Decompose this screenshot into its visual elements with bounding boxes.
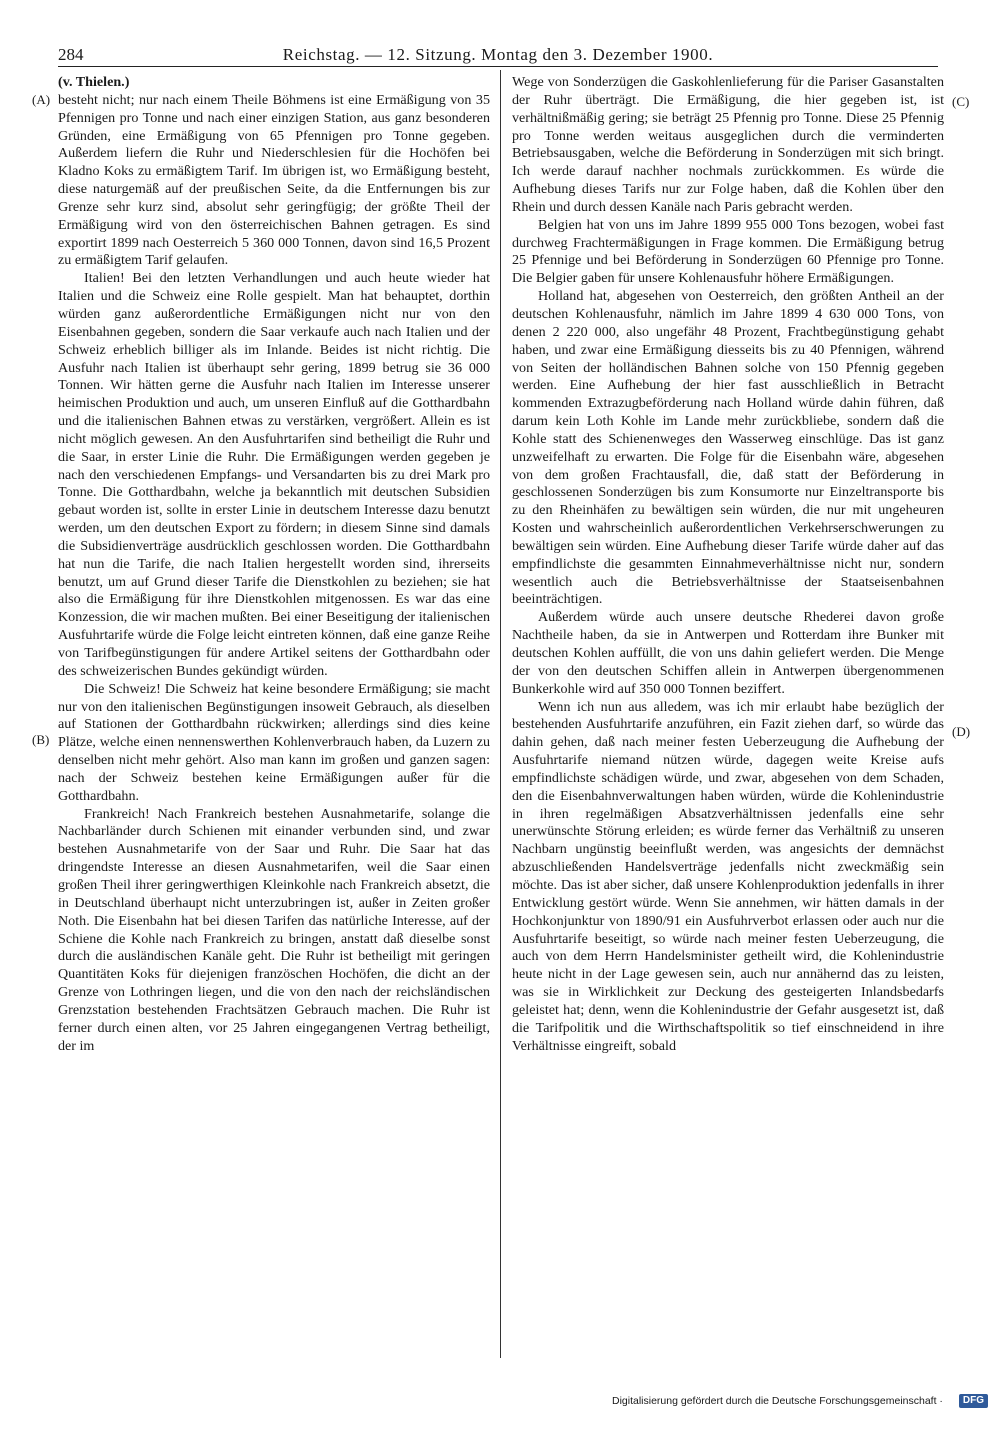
- paragraph: besteht nicht; nur nach einem Theile Böhmens ist eine Ermäßigung von 35 Pfennigen pro Tonne und nach einer einzigen Station, aus ganz besonderen Gründen, eine Ermäßigung von 65 Pfennigen pro Tonne gegeben. Außerdem liefern die Ruhr und Niederschlesien für die Hochöfen bei Kladno Koks zu ermäßigtem Tarif. Im übrigen ist, wo Ermäßigung besteht, diese naturgemäß auf der preußischen Seite, da die Entfernungen bis zur Grenze sehr kurz sind, absolut sehr geringfügig; der größte Theil der Ermäßigung wird von den österreichischen Bahnen getragen. Es sind exportirt 1899 nach Oesterreich 5 360 000 Tonnen, davon sind 16,5 Prozent zu ermäßigtem Tarif gelaufen.: [58, 91, 490, 269]
- paragraph: Holland hat, abgesehen von Oesterreich, den größten Antheil an der deutschen Kohlenausfuhr, nämlich im Jahre 1899 4 630 000 Tons, von denen 2 220 000, also ungefähr 48 Prozent, Frachtbegünstigung gehabt haben, und zwar eine Ermäßigung diesseits bis zu 40 Pfennigen, während von Seiten der holländischen Bahnen solche von 150 Pfennig gegeben werden. Eine Aufhebung der hier fast ausschließlich in Betracht kommenden Extrazugbeförderung nach Holland würde dahin führen, daß darum kein Loth Kohle im Lande mehr zurückbliebe, sondern daß die Kohle statt des Schienenweges den Wasserweg einschlüge. Das ist ganz unzweifelhaft zu erwarten. Die Folge für die Eisenbahn wäre, abgesehen von dem großen Frachtausfall, die, daß statt der Beförderung in geschlossenen Sonderzügen bis zum Konsumorte nur Einzeltransporte bis zu den Rheinhäfen zu bewältigen sein würden, die nur mit ungeheuren Kosten und wahrscheinlich außerordentlichen Verkehrserschwerungen zu bewältigen sein würden. Eine Aufhebung dieser Tarife würde daher auf das empfindlichste die gesammten Einnahmeverhältnisse nicht nur, sondern wesentlich auch die Betriebsverhältnisse der Staatseisenbahnen beeinträchtigen.: [512, 288, 944, 608]
- paragraph: Außerdem würde auch unsere deutsche Rhederei davon große Nachtheile haben, da sie in Antwerpen und Rotterdam ihre Bunker mit deutschen Kohlen auffüllt, die von uns dahin geliefert werden. Die Menge der von den deutschen Schiffen allein in Antwerpen übergenommenen Bunkerkohle wird auf 350 000 Tonnen beziffert.: [512, 609, 944, 697]
- paragraph: Frankreich! Nach Frankreich bestehen Ausnahmetarife, solange die Nachbarländer durch Schienen mit einander verbunden sind, und zwar bestehen Ausnahmetarife von der Saar und Ruhr. Die Saar hat das dringendste Interesse an diesen Ausnahmetarifen, weil die Saar einen großen Theil ihrer geringwerthigen Kleinkohle nach Frankreich absetzt, die in Deutschland überhaupt nicht unterzubringen ist, außer in Zeiten großer Noth. Die Eisenbahn hat bei diesen Tarifen das natürliche Interesse, auf der Schiene die Kohle nach Frankreich zu bringen, anstatt daß dieselbe sonst durch die ausländischen Kanäle geht. Die Ruhr ist betheiligt mit geringen Quantitäten Koks für diejenigen französchen Hochöfen, die dicht an der Grenze von Lothringen liegen, und die von den nach der reichsländischen Grenzstation bestehenden Frachtsätzen Gebrauch machen. Die Ruhr ist ferner durch einen alten, vor 25 Jahren eingegangenen Vertrag betheiligt, der im: [58, 805, 490, 1054]
- left-column: [58, 74, 490, 1055]
- paragraph: Belgien hat von uns im Jahre 1899 955 000 Tons bezogen, wobei fast durchweg Frachtermäßigungen in Frage kommen. Die Ermäßigung betrug 25 Pfennige und bei Beförderung in Sonderzügen 60 Pfennige pro Tonne. Die Belgier gaben für unsere Kohlenausfuhr höhere Ermäßigungen.: [512, 216, 944, 287]
- column-divider: [500, 70, 501, 1358]
- page-number: 284: [58, 45, 84, 64]
- margin-mark-c: (C): [952, 94, 970, 109]
- speaker-label: (v. Thielen.): [58, 74, 130, 90]
- paragraph: Die Schweiz! Die Schweiz hat keine besondere Ermäßigung; sie macht nur von den italienischen Begünstigungen insoweit Gebrauch, als dieselben auf Stationen der Gotthardbahn rückwirken; allerdings sind dies keine Plätze, welche einen nennenswerthen Kohlenverbrauch haben, da Luzern zu denselben nicht mehr gehört. Also man kann im großen und ganzen sagen: nach der Schweiz bestehen keine Ermäßigungen außer für die Gotthardbahn.: [58, 680, 490, 804]
- running-header: [58, 44, 938, 66]
- margin-mark-a: (A): [32, 92, 51, 107]
- paragraph: Wenn ich nun aus alledem, was ich mir erlaubt habe bezüglich der bestehenden Ausfuhrtarife anzuführen, ein Fazit ziehen darf, so würde das dahin gehen, daß nach meiner festen Ueberzeugung die Aufhebung der Ausfuhrtarife niemand nützen würde, dagegen weite Kreise aufs empfindlichste schädigen würde, und zwar, abgesehen von dem Schaden, den die Eisenbahnverwaltungen haben würden, würde die Kohlenindustrie in ihren regelmäßigen Absatzverhältnissen jedenfalls eine sehr unerwünschte Störung erleiden; es würde ferner das Verhältniß zu unseren Nachbarn ungünstig beeinflußt werden, was angesichts der demnächst abzuschließenden Handelsverträge jedenfalls nicht zweckmäßig sein möchte. Das ist aber sicher, daß unsere Kohlenproduktion jedenfalls in ihrer Entwicklung gestört würde. Wenn Sie annehmen, wir hätten damals in der Hochkonjunktur von 1890/91 ein Ausfuhrverbot erlassen oder auch nur die Ausfuhrtarife beseitigt, so würde nach meiner festen Ueberzeugung, die auch von dem Herrn Handelsminister getheilt wird, die Kohlenindustrie heute nicht in der Lage gewesen sein, auch nur annähernd das zu leisten, was sie in Wirklichkeit zur Deckung des gesteigerten Inlandsbedarfs geleistet hat; denn, wenn die Kohlenindustrie der Gefahr ausgesetzt ist, daß die Tarifpolitik und die Wirthschaftspolitik so tief einschneidend in ihre Verhältnisse eingreift, sobald: [512, 698, 944, 1054]
- paragraph: Italien! Bei den letzten Verhandlungen und auch heute wieder hat Italien und die Schweiz eine Rolle gespielt. Man hat behauptet, dorthin würden ganz außerordentliche Ermäßigungen nicht nur von den Eisenbahnen gegeben, sondern die Saar verkaufe auch nach Italien und der Schweiz erheblich billiger als im Inlande. Beides ist nicht richtig. Die Ausfuhr nach Italien ist überhaupt sehr gering, 1899 betrug sie 36 000 Tonnen. Wir hätten gerne die Ausfuhr nach Italien im Interesse unserer heimischen Produktion und auch, um unseren Einfluß auf die Gotthardbahn und die italienischen Bahnen etwas zu verstärken, vergrößert. Allein es ist nicht möglich gewesen. An den Ausfuhrtarifen sind betheiligt die Ruhr und die Saar, in erster Linie die Ruhr. Die Ermäßigungen werden gegeben je nach den verschiedenen Empfangs- und Versandarten bis zu drei Mark pro Tonne. Die Gotthardbahn, welche ja bekanntlich mit deutschen Subsidien gebaut worden ist, sollte in erster Linie in deutschem Interesse dazu benutzt werden, um den deutschen Export zu fördern; in diesem Sinne sind damals die Subsidienverträge ausdrücklich geschlossen worden. Die Gotthardbahn hat nun die Tarife, die nach Italien hergestellt worden sind, ihrerseits benutzt, um auf Grund dieser Tarife die Dienstkohlen zu beziehen; sie hat also die Ermäßigung für ihre Dienstkohlen mitgenossen. Es war das eine Konzession, die wir machen mußten. Bei einer Beseitigung der italienischen Ausfuhrtarife würde die Folge leicht eintreten können, daß eine ganze Reihe von Tarifbegünstigungen für andere Artikel seitens der Gotthardbahn oder des schweizerischen Bundes gekündigt würden.: [58, 270, 490, 679]
- running-title: Reichstag. — 12. Sitzung. Montag den 3. Dezember 1900.: [282, 45, 714, 64]
- right-column: [512, 74, 944, 1055]
- dfg-logo: DFG: [959, 1394, 988, 1408]
- header-rule: [58, 66, 938, 67]
- digitization-footer: [612, 1392, 992, 1410]
- margin-mark-b: (B): [32, 732, 50, 747]
- margin-mark-d: (D): [952, 724, 971, 739]
- funding-note: Digitalisierung gefördert durch die Deutsche Forschungsgemeinschaft ·: [612, 1395, 943, 1407]
- paragraph: Wege von Sonderzügen die Gaskohlenlieferung für die Pariser Gasanstalten der Ruhr überträgt. Die Ermäßigung, die hier gegeben ist, ist verhältnißmäßig gering; sie beträgt 25 Pfennig pro Tonne. Diese 25 Pfennig pro Tonne werden weitaus ausgeglichen durch die verminderten Betriebsausgaben, welche die Beförderung in Sonderzügen mit sich bringt. Ich werde darauf nachher nochmals zurückkommen. Es würde die Aufhebung dieses Tarifs nur zur Folge haben, daß die Kohlen über den Rhein und durch dessen Kanäle nach Paris gebracht werden.: [512, 74, 944, 215]
